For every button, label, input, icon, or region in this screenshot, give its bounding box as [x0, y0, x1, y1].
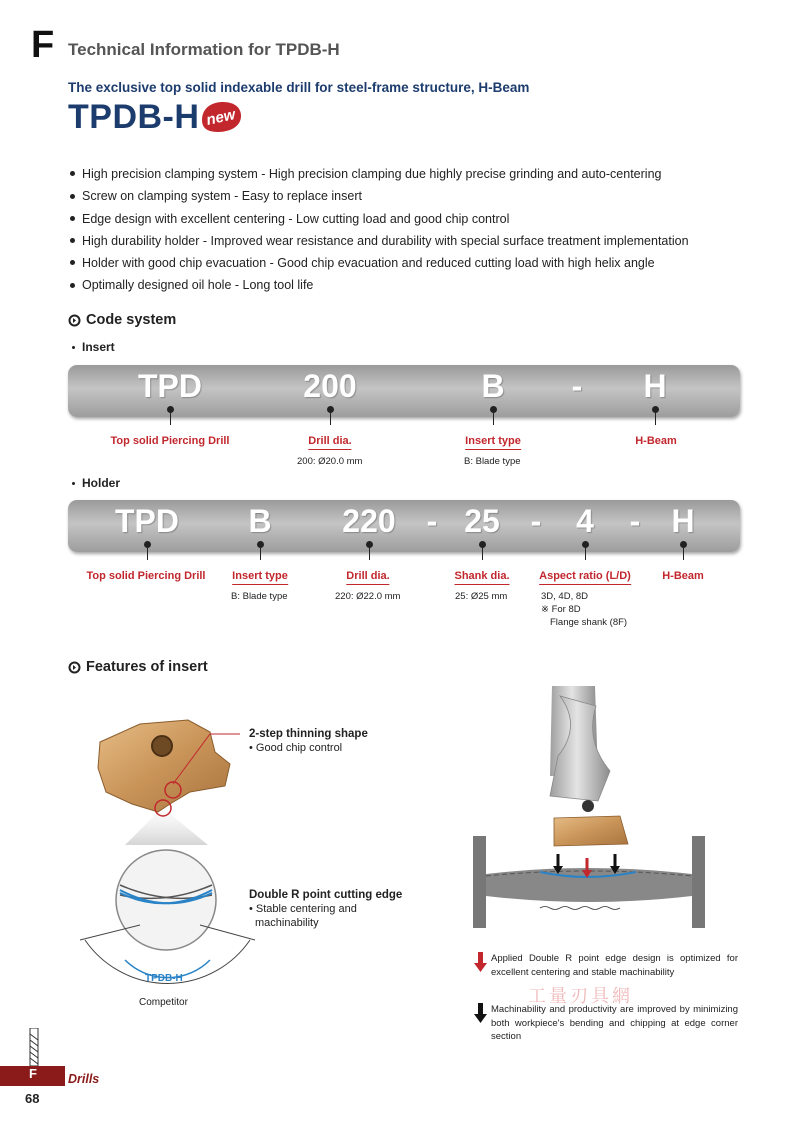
bullet-dot — [70, 238, 75, 243]
insert-label: Drill dia. — [308, 435, 351, 450]
holder-label-desc: B: Blade type — [231, 591, 288, 602]
bullet-dot — [72, 346, 75, 349]
callout-title: 2-step thinning shape — [249, 728, 368, 740]
holder-code-segment: H — [671, 503, 695, 539]
insert-code-segment: - — [571, 368, 583, 404]
drill-hbeam-illustration — [470, 686, 710, 931]
bullet-dot — [70, 260, 75, 265]
feature-text: Optimally designed oil hole - Long tool life — [82, 278, 314, 293]
footer-category: Drills — [68, 1072, 100, 1086]
insert-pointer — [170, 409, 171, 425]
note-red-arrow — [474, 952, 738, 979]
holder-label-desc: 220: Ø22.0 mm — [335, 591, 401, 602]
feature-text: High precision clamping system - High precision clamping due highly precise grinding and auto-centering — [82, 167, 662, 181]
insert-features-title: Features of insert — [86, 659, 208, 675]
drill-screw — [582, 800, 594, 812]
holder-pointer — [369, 544, 370, 560]
holder-pointer — [683, 544, 684, 560]
holder-label-desc: 3D, 4D, 8D — [541, 591, 588, 602]
holder-pointer — [260, 544, 261, 560]
insert-screw-hole — [152, 736, 172, 756]
note-text: Applied Double R point edge design is optimized for excellent centering and stable machinability — [491, 953, 738, 978]
insert-code-segment: H — [643, 368, 667, 404]
callout-desc: • Stable centering and — [249, 903, 357, 915]
holder-code-segment: 4 — [576, 503, 594, 539]
feature-list — [70, 163, 760, 297]
watermark: 工量刃具網 — [528, 986, 633, 1006]
insert-label: Insert type — [465, 435, 521, 450]
callout-double-r — [249, 888, 402, 930]
insert-heading — [72, 340, 115, 354]
feature-text: Screw on clamping system - Easy to replace insert — [82, 189, 362, 204]
holder-code-segment: - — [629, 503, 641, 539]
bullet-dot — [70, 194, 75, 199]
bullet-dot — [70, 216, 75, 221]
feature-item — [70, 252, 760, 274]
code-system-heading — [68, 312, 176, 328]
detail-cone — [125, 812, 208, 845]
insert-code-segment: 200 — [303, 368, 357, 404]
aspect-note: ※ For 8D — [541, 604, 581, 615]
holder-code-bar — [68, 500, 740, 552]
holder-label-desc: 25: Ø25 mm — [455, 591, 508, 602]
holder-pointer — [482, 544, 483, 560]
feature-item — [70, 274, 760, 296]
feature-text: Edge design with excellent centering - Low cutting load and good chip control — [82, 211, 510, 226]
holder-code-segment: - — [530, 503, 542, 539]
holder-label: Shank dia. — [454, 570, 509, 585]
note-text: Machinability and productivity are improved by minimizing both workpiece's bending and chipping at edge corner section — [491, 1004, 738, 1042]
bullet-dot — [70, 171, 75, 176]
holder-code-segment: B — [248, 503, 272, 539]
code-system-title: Code system — [86, 312, 177, 328]
red-arrow-icon — [474, 952, 487, 972]
page-number: 68 — [25, 1091, 40, 1106]
aspect-note: Flange shank (8F) — [550, 617, 628, 628]
section-title: Technical Information for TPDB-H — [68, 40, 340, 59]
black-arrow-icon — [474, 1003, 487, 1023]
insert-code-segment: B — [481, 368, 505, 404]
insert-pointer — [330, 409, 331, 425]
holder-heading-text: Holder — [82, 476, 121, 490]
note-black-arrow — [474, 1003, 738, 1044]
tpdb-h-label: TPDB-H — [145, 973, 183, 984]
insert-label-desc: 200: Ø20.0 mm — [297, 456, 363, 467]
callout-desc: • Good chip control — [249, 742, 343, 754]
circle-arrow-icon — [68, 661, 81, 674]
feature-item — [70, 230, 760, 252]
holder-pointer — [585, 544, 586, 560]
holder-label: Insert type — [232, 570, 288, 585]
holder-code-segment: - — [426, 503, 438, 539]
hbeam-flange-right — [692, 836, 705, 928]
circle-arrow-icon — [68, 314, 81, 327]
new-badge-text: new — [204, 106, 237, 129]
product-tagline: The exclusive top solid indexable drill for steel-frame structure, H-Beam — [68, 80, 530, 95]
feature-item — [70, 185, 760, 207]
drill-insert — [554, 816, 628, 846]
insert-pointer — [655, 409, 656, 425]
callout-title: Double R point cutting edge — [249, 889, 403, 901]
feature-text: Holder with good chip evacuation - Good chip evacuation and reduced cutting load with high helix angle — [82, 256, 655, 271]
holder-code-segment: 220 — [342, 503, 396, 539]
insert-features-heading — [68, 659, 208, 675]
dimension-line — [200, 925, 255, 940]
bullet-dot — [72, 482, 75, 485]
holder-label: Aspect ratio (L/D) — [539, 570, 631, 585]
insert-pointer — [493, 409, 494, 425]
competitor-label: Competitor — [139, 997, 188, 1008]
feature-text: High durability holder - Improved wear resistance and durability with special surface treatment implementation — [82, 233, 689, 248]
insert-label: H-Beam — [635, 435, 677, 447]
holder-code-segment: 25 — [464, 503, 500, 539]
holder-label: Top solid Piercing Drill — [86, 570, 206, 582]
callout-thinning — [249, 727, 368, 755]
insert-code-segment: TPD — [138, 368, 202, 404]
holder-pointer — [147, 544, 148, 560]
insert-label-desc: B: Blade type — [464, 456, 521, 467]
bullet-dot — [70, 283, 75, 288]
footer-letter: F — [29, 1066, 37, 1081]
chip-wave — [540, 907, 620, 910]
hbeam-flange-left — [473, 836, 486, 928]
holder-code-segment: TPD — [115, 503, 179, 539]
callout-desc: machinability — [255, 917, 319, 929]
insert-label: Top solid Piercing Drill — [110, 435, 230, 447]
feature-item — [70, 163, 760, 185]
holder-label: Drill dia. — [346, 570, 389, 585]
drill-icon — [29, 1028, 39, 1066]
new-badge — [199, 100, 243, 134]
holder-label: H-Beam — [662, 570, 704, 582]
detail-circle — [116, 850, 216, 950]
product-name: TPDB-H — [68, 98, 200, 136]
feature-item — [70, 208, 760, 230]
section-letter: F — [31, 24, 55, 66]
insert-heading-text: Insert — [82, 340, 115, 354]
holder-heading — [72, 476, 120, 490]
